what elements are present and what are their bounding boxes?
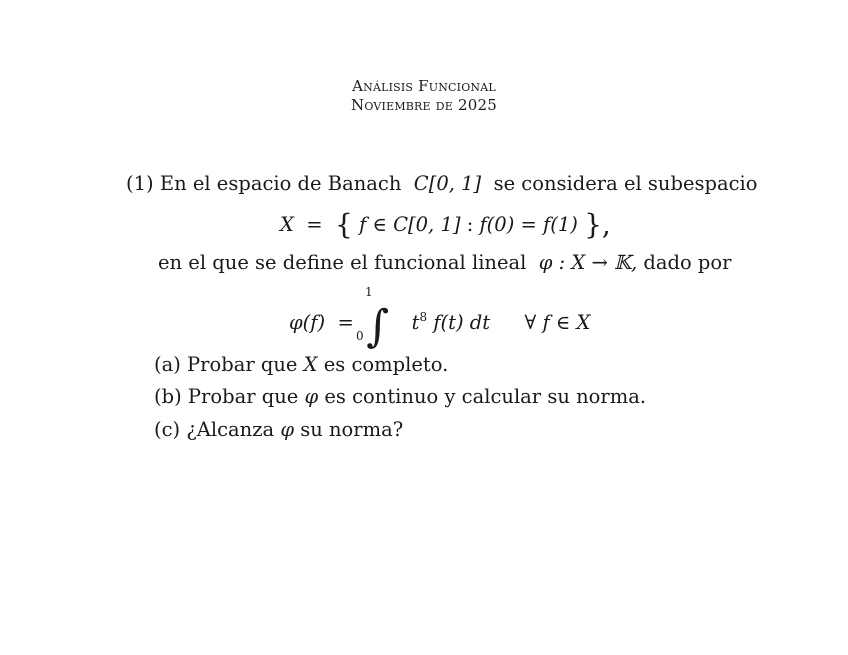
item-text: ¿Alcanza <box>186 418 275 441</box>
functional-suffix: dado por <box>643 251 732 274</box>
question-item <box>154 385 646 408</box>
intro-prefix: En el espacio de Banach <box>159 172 402 195</box>
integrand-exponent: 8 <box>419 310 428 324</box>
integral-upper-limit: 1 <box>365 285 373 299</box>
course-title: Análisis Funcional <box>352 77 496 95</box>
set-eq: = <box>306 213 323 236</box>
item-text: es completo. <box>323 353 449 376</box>
formula-eq: = <box>337 311 354 334</box>
item-symbol: X <box>303 353 318 376</box>
functional-map: φ : X → 𝕂, <box>538 251 638 274</box>
banach-space: C[0, 1] <box>413 172 482 195</box>
functional-prefix: en el que se define el funcional lineal <box>158 251 527 274</box>
item-label: (a) <box>154 353 181 376</box>
formula-quantifier: ∀ f ∈ X <box>524 311 591 334</box>
exam-date: Noviembre de 2025 <box>351 96 497 114</box>
item-text: su norma? <box>300 418 404 441</box>
integrand-base: t <box>411 311 420 334</box>
item-text: es continuo y calcular su norma. <box>324 385 647 408</box>
problem-number: (1) <box>126 172 154 195</box>
intro-suffix: se considera el subespacio <box>493 172 758 195</box>
integral-lower-limit: 0 <box>356 329 364 343</box>
formula-lhs: φ(f) <box>289 311 326 334</box>
item-text: Probar que <box>187 385 299 408</box>
set-element: f ∈ C[0, 1] <box>359 213 461 236</box>
integral-formula <box>289 301 590 352</box>
set-condition: f(0) = f(1) <box>479 213 578 236</box>
item-label: (b) <box>154 385 182 408</box>
integral-sign: ∫ <box>366 301 390 352</box>
set-lbrace: { <box>335 208 353 241</box>
set-rbrace: }, <box>584 208 611 241</box>
item-label: (c) <box>154 418 181 441</box>
set-lhs: X <box>280 213 294 236</box>
question-item <box>154 418 403 441</box>
item-symbol: φ <box>304 385 319 408</box>
subspace-definition <box>280 208 611 241</box>
item-symbol: φ <box>280 418 294 441</box>
functional-line <box>158 251 731 274</box>
set-colon: : <box>466 213 474 236</box>
problem-intro <box>126 172 758 195</box>
question-item <box>154 353 448 376</box>
integrand-rest: f(t) dt <box>433 311 491 334</box>
item-text: Probar que <box>187 353 298 376</box>
